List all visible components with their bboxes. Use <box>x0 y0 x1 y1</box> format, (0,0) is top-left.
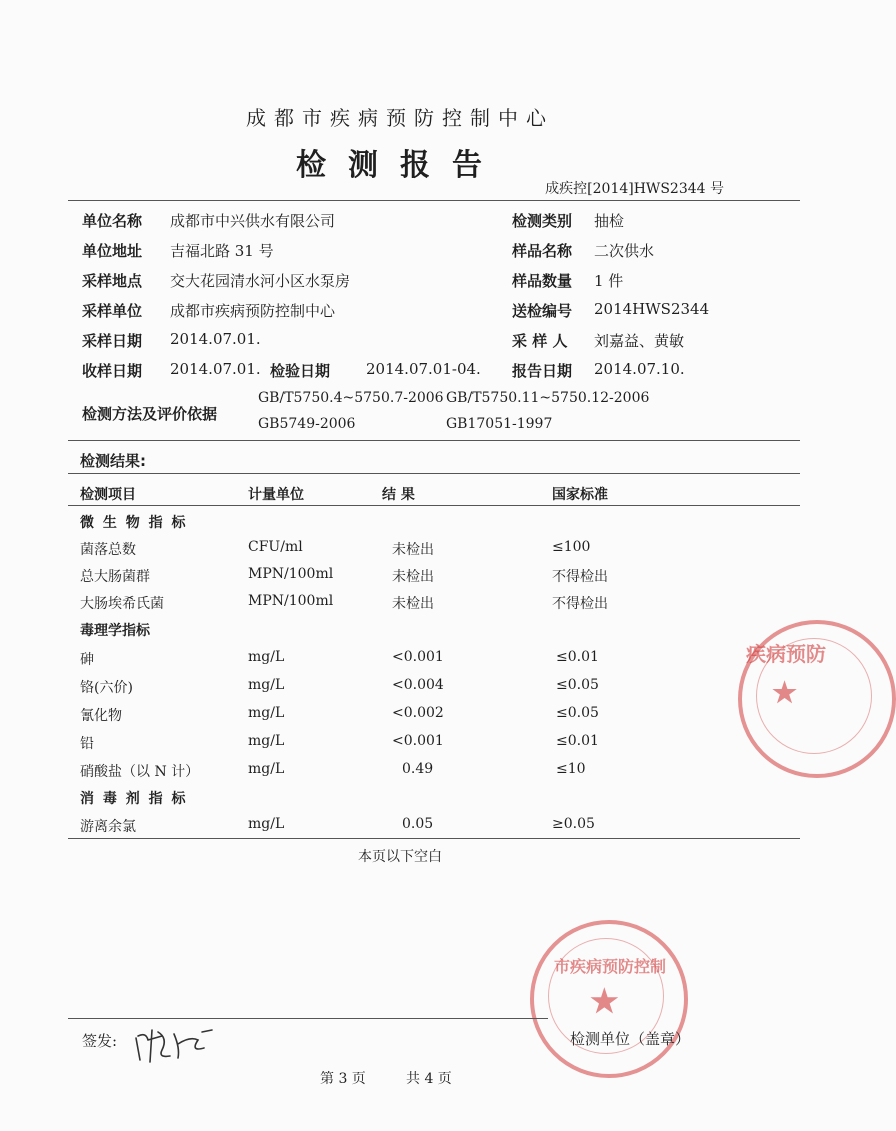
page-number: 第 3 页 <box>320 1071 366 1087</box>
col-header-unit: 计量单位 <box>248 487 304 503</box>
report-title: 检测报告 <box>296 148 504 183</box>
org-name: 成都市疾病预防控制中心 <box>246 106 554 130</box>
sample-date: 2014.07.01. <box>170 330 261 348</box>
standard: ≤0.01 <box>556 649 599 665</box>
item-name: 菌落总数 <box>80 542 136 558</box>
item-name: 总大肠菌群 <box>80 569 150 585</box>
result: <0.002 <box>392 705 444 721</box>
seal-label: 检测单位（盖章） <box>570 1030 691 1048</box>
sample-date-label: 采样日期 <box>82 332 143 350</box>
official-seal: 市疾病预防控制 ★ <box>530 920 688 1078</box>
standard: ≥0.05 <box>552 816 595 832</box>
result: 0.49 <box>402 761 434 777</box>
unit: MPN/100ml <box>248 566 334 582</box>
inspect-date-label: 检验日期 <box>270 362 331 380</box>
item-name: 氰化物 <box>80 708 122 724</box>
unit: CFU/ml <box>248 539 303 555</box>
result: 未检出 <box>392 569 434 585</box>
sample-qty: 1 件 <box>594 272 624 290</box>
signature <box>128 1018 218 1070</box>
unit: mg/L <box>248 816 285 832</box>
sample-name-label: 样品名称 <box>512 242 573 260</box>
sampler: 刘嘉益、黄敏 <box>594 332 685 350</box>
standard: ≤0.05 <box>556 705 599 721</box>
sampler-unit-label: 采样单位 <box>82 302 143 320</box>
end-note: 本页以下空白 <box>358 849 442 865</box>
inspect-date: 2014.07.01-04. <box>366 360 481 378</box>
unit: mg/L <box>248 705 285 721</box>
unit-name-label: 单位名称 <box>82 212 143 230</box>
divider <box>68 505 800 506</box>
method-item: GB/T5750.11~5750.12-2006 <box>446 390 650 406</box>
unit: mg/L <box>248 677 285 693</box>
divider <box>68 440 800 441</box>
item-name: 铅 <box>80 736 94 752</box>
method-label: 检测方法及评价依据 <box>82 405 218 423</box>
standard: ≤10 <box>556 761 586 777</box>
divider <box>68 838 800 839</box>
unit: MPN/100ml <box>248 593 334 609</box>
test-type: 抽检 <box>594 212 625 230</box>
star-icon: ★ <box>772 676 798 709</box>
standard: 不得检出 <box>552 596 608 612</box>
unit-name: 成都市中兴供水有限公司 <box>170 212 336 230</box>
submit-no-label: 送检编号 <box>512 302 573 320</box>
divider <box>68 200 800 201</box>
sign-label: 签发: <box>82 1032 118 1050</box>
section-title: 微 生 物 指 标 <box>80 515 188 531</box>
result: 未检出 <box>392 542 434 558</box>
submit-no: 2014HWS2344 <box>594 300 710 318</box>
standard: ≤0.01 <box>556 733 599 749</box>
location: 交大花园清水河小区水泵房 <box>170 272 351 290</box>
result: <0.001 <box>392 649 444 665</box>
section-title: 毒理学指标 <box>80 623 150 639</box>
star-icon: ★ <box>590 982 619 1020</box>
sample-qty-label: 样品数量 <box>512 272 573 290</box>
sampler-label: 采 样 人 <box>512 332 568 350</box>
section-title: 消 毒 剂 指 标 <box>80 791 188 807</box>
item-name: 砷 <box>80 652 94 668</box>
method-item: GB17051-1997 <box>446 416 553 432</box>
standard: ≤100 <box>552 539 591 555</box>
page-total: 共 4 页 <box>406 1071 452 1087</box>
col-header-standard: 国家标准 <box>552 487 608 503</box>
report-date: 2014.07.10. <box>594 360 685 378</box>
receive-date-label: 收样日期 <box>82 362 143 380</box>
col-header-result: 结 果 <box>382 487 415 503</box>
col-header-item: 检测项目 <box>80 487 136 503</box>
item-name: 游离余氯 <box>80 819 136 835</box>
result: <0.004 <box>392 677 444 693</box>
unit: mg/L <box>248 649 285 665</box>
standard: ≤0.05 <box>556 677 599 693</box>
divider <box>68 473 800 474</box>
document-number: 成疾控[2014]HWS2344 号 <box>545 181 724 197</box>
unit: mg/L <box>248 761 285 777</box>
unit: mg/L <box>248 733 285 749</box>
test-type-label: 检测类别 <box>512 212 573 230</box>
standard: 不得检出 <box>552 569 608 585</box>
report-date-label: 报告日期 <box>512 362 573 380</box>
location-label: 采样地点 <box>82 272 143 290</box>
sampler-unit: 成都市疾病预防控制中心 <box>170 302 336 320</box>
official-seal: 疾病预防 ★ <box>738 620 896 778</box>
results-label: 检测结果: <box>80 452 146 470</box>
item-name: 铬(六价) <box>80 680 133 696</box>
result: 未检出 <box>392 596 434 612</box>
receive-date: 2014.07.01. <box>170 360 261 378</box>
result: <0.001 <box>392 733 444 749</box>
address: 吉福北路 31 号 <box>170 242 274 260</box>
method-item: GB5749-2006 <box>258 416 356 432</box>
item-name: 硝酸盐（以 N 计） <box>80 764 200 780</box>
result: 0.05 <box>402 816 434 832</box>
sample-name: 二次供水 <box>594 242 655 260</box>
item-name: 大肠埃希氏菌 <box>80 596 164 612</box>
method-item: GB/T5750.4~5750.7-2006 <box>258 390 444 406</box>
address-label: 单位地址 <box>82 242 143 260</box>
